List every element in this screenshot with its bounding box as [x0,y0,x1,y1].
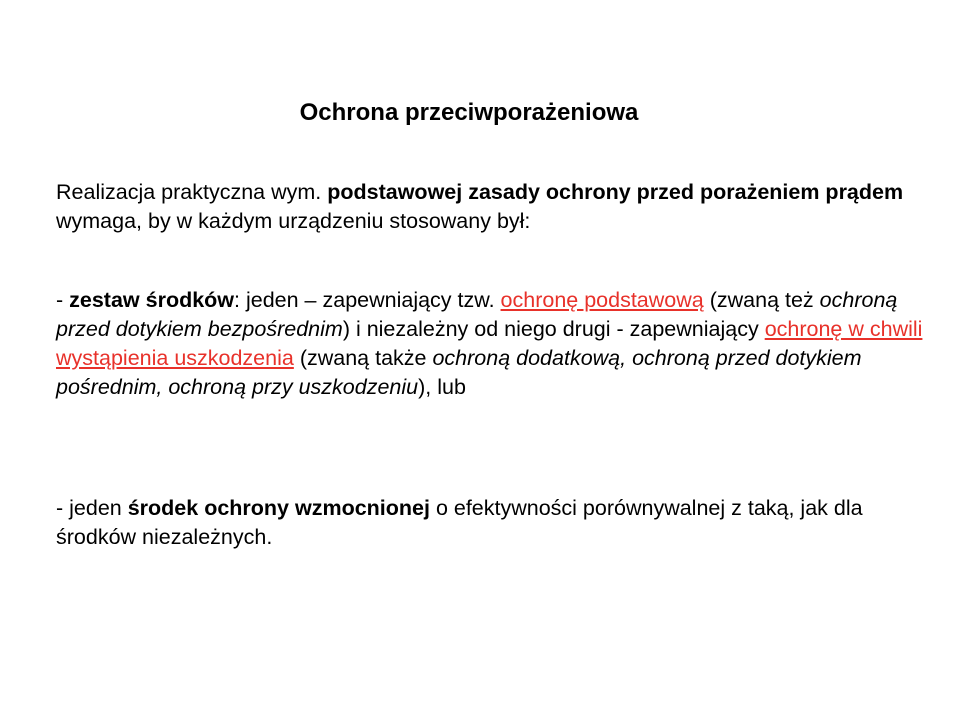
set-text-6: ), lub [418,375,466,399]
set-text-3: (zwaną też [703,288,820,312]
slide-title [0,96,960,130]
set-text-2: : jeden – zapewniający tzw. [234,288,501,312]
set-text-4: ) i niezależny od niego drugi - zapewniający [342,317,765,341]
slide-title-text: Ochrona przeciwporażeniowa [299,99,639,126]
intro-text-1: Realizacja praktyczna wym. [56,180,328,204]
set-text-5: (zwaną także [293,346,433,370]
paragraph-reinforced [56,494,926,552]
set-text-1: - [56,288,70,312]
reinforced-text-1: - jeden [56,496,128,520]
paragraph-intro [56,178,926,236]
link-basic-protection[interactable]: ochronę podstawową [500,288,704,312]
link-fault-protection[interactable]: ochronę w chwili wystąpienia uszkodzenia [56,317,923,370]
reinforced-bold-measure: środek ochrony wzmocnionej [127,496,430,520]
set-italic-direct-contact: ochroną przed dotykiem bezpośrednim [56,288,898,341]
paragraph-set-of-measures [56,286,926,402]
intro-text-2: wymaga, by w każdym urządzeniu stosowany był: [56,209,531,233]
set-bold-measures: zestaw środków [69,288,235,312]
intro-bold-principle: podstawowej zasady ochrony przed porażeniem prądem [327,180,904,204]
set-italic-additional-protection: ochroną dodatkową, ochroną przed dotykiem pośrednim, ochroną przy uszkodzeniu [56,346,862,399]
reinforced-text-2: o efektywności porównywalnej z taką, jak dla środków niezależnych. [56,496,863,549]
